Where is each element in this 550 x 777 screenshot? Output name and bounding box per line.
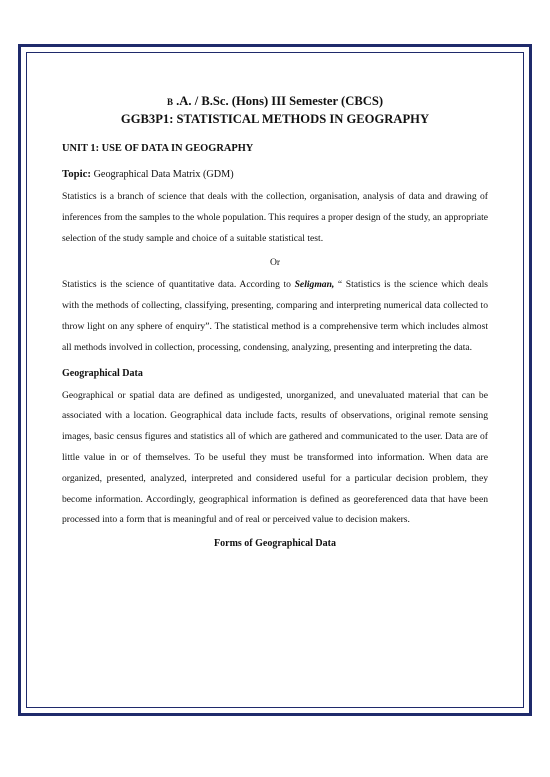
document-content <box>62 93 488 549</box>
seligman-name: Seligman, <box>294 279 335 291</box>
geographical-data-heading: Geographical Data <box>62 367 143 379</box>
title-line-2: GGB3P1: STATISTICAL METHODS IN GEOGRAPHY <box>120 112 430 126</box>
paragraph-geographical-data: Geographical or spatial data are defined as undigested, unorganized, and unevaluated material that can be associated with a location. Geographical data include facts, results of observations, original remote sensing images, basic census figures and statistics all of which are gathered and communicated to the user. Data are of little value in or of themselves. To be useful they must be transformed into information. When data are organized, presented, analyzed, interpreted and considered useful for a particular decision problem, they become information. Accordingly, geographical information is defined as georeferenced data that have been processed into a form that is meaningful and of real or perceived value to decision makers. <box>62 389 488 526</box>
document-title <box>62 93 488 128</box>
topic-label: Topic: <box>62 168 92 180</box>
topic-line <box>62 168 488 180</box>
or-separator: Or <box>269 257 281 269</box>
paragraph-statistics-definition: Statistics is a branch of science that deals with the collection, organisation, analysis of data and drawing of inferences from the samples to the whole population. This requires a proper design of the study, an appropriate selection of the study sample and choice of a suitable statistical test. <box>62 191 488 244</box>
topic-text: Geographical Data Matrix (GDM) <box>91 169 234 180</box>
title-line-1: B .A. / B.Sc. (Hons) III Semester (CBCS) <box>166 94 384 108</box>
unit-heading: UNIT 1: USE OF DATA IN GEOGRAPHY <box>62 143 254 154</box>
paragraph-seligman-definition: Statistics is the science of quantitative data. According to Seligman, “ Statistics is the science which deals with the methods of collecting, classifying, presenting, comparing and interpreting numerical data collected to throw light on any sphere of enquiry”. The statistical method is a comprehensive term which includes almost all methods involved in collection, processing, condensing, analyzing, presenting and interpreting the data. <box>62 279 489 353</box>
forms-heading: Forms of Geographical Data <box>214 538 336 550</box>
